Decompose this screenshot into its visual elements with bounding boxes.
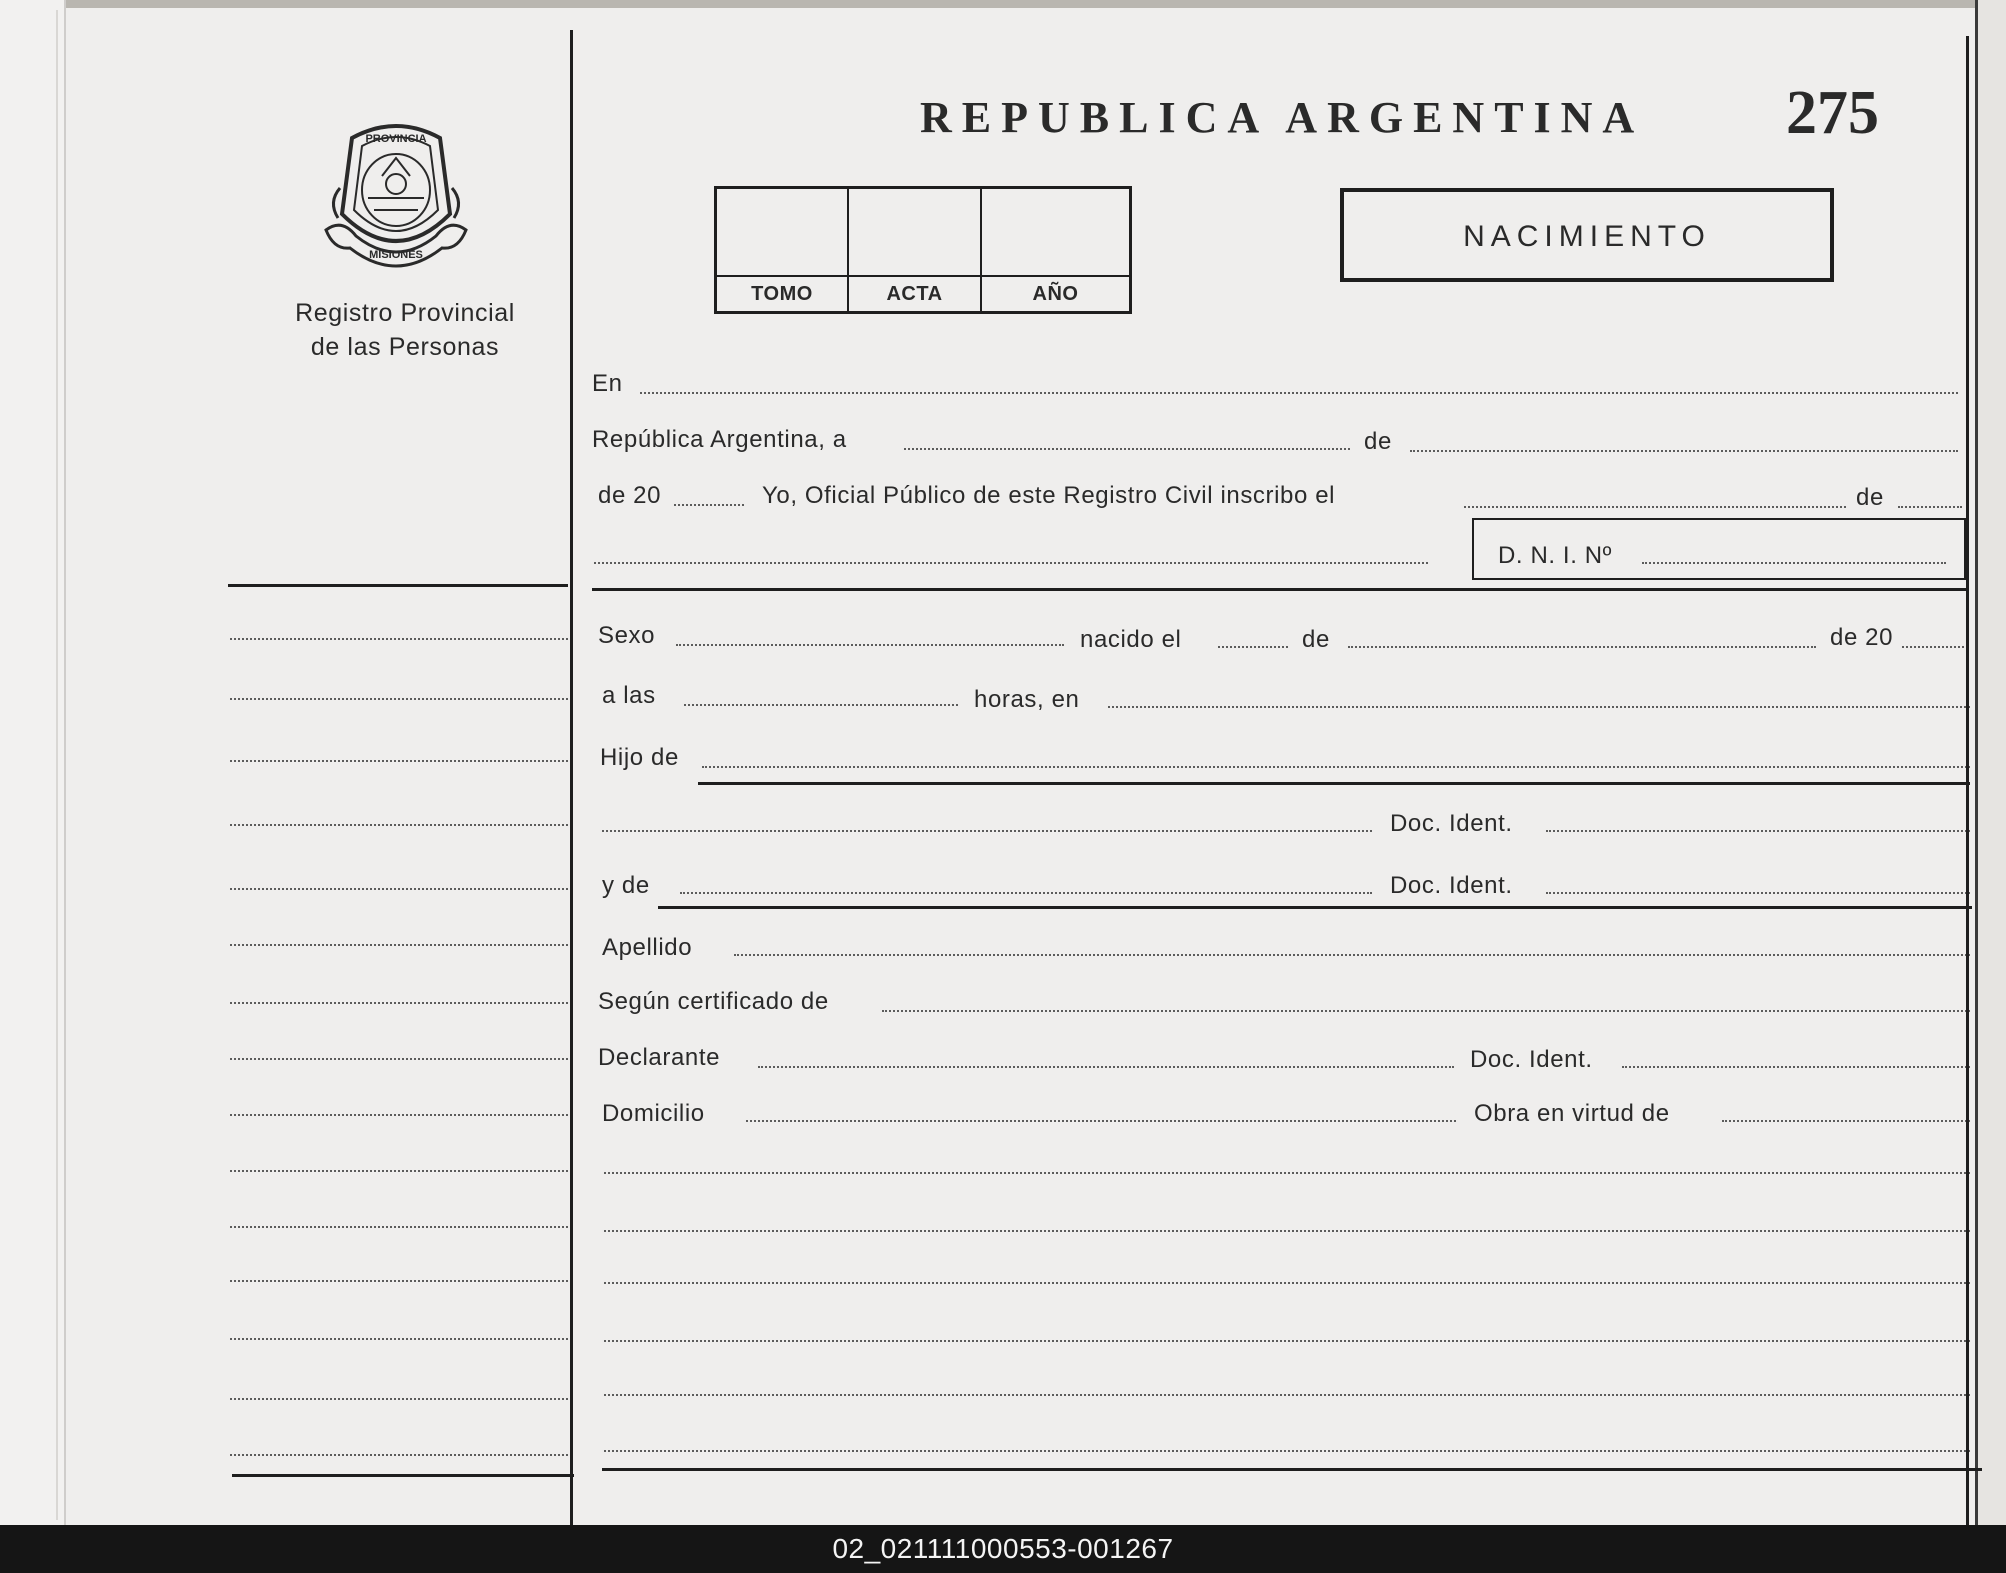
field-hora	[684, 704, 958, 706]
notes-line	[604, 1282, 1970, 1284]
certificate-type: NACIMIENTO	[1463, 220, 1711, 253]
scan-top-edge	[0, 0, 2006, 8]
field-apellido	[734, 954, 1970, 956]
field-inscripcion	[1464, 506, 1846, 508]
label-a-las: a las	[602, 682, 656, 709]
field-en	[640, 392, 1958, 394]
stub-line	[230, 698, 568, 700]
stub-line	[230, 1454, 568, 1456]
field-doc-madre	[1546, 892, 1970, 894]
field-certificado	[882, 1010, 1970, 1012]
binding-fold	[56, 10, 58, 1520]
certificate-type-box	[1340, 188, 1834, 282]
section-rule-1	[592, 588, 1966, 591]
register-row-divider	[717, 275, 1129, 277]
stub-divider	[570, 30, 573, 1525]
dni-box	[1472, 518, 1966, 580]
stub-line	[230, 1058, 568, 1060]
form-right-border	[1966, 36, 1969, 1525]
form-bottom-rule	[602, 1468, 1982, 1471]
label-de-20: de 20	[598, 482, 662, 509]
label-doc-ident-3: Doc. Ident.	[1470, 1046, 1593, 1073]
field-nacido-anio	[1902, 646, 1968, 648]
label-segun-certificado: Según certificado de	[598, 988, 829, 1015]
register-box	[714, 186, 1132, 314]
field-dni	[1642, 562, 1946, 564]
stub-line	[230, 1170, 568, 1172]
svg-text:MISIONES: MISIONES	[369, 249, 423, 261]
padre-rule	[698, 782, 1970, 785]
stub-line	[230, 888, 568, 890]
svg-text:PROVINCIA: PROVINCIA	[365, 133, 427, 145]
label-domicilio: Domicilio	[602, 1100, 705, 1127]
notes-line	[604, 1172, 1970, 1174]
label-y-de: y de	[602, 872, 650, 899]
field-sexo	[676, 644, 1064, 646]
field-declarante	[758, 1066, 1454, 1068]
stub-line	[230, 1002, 568, 1004]
registry-line-1: Registro Provincial	[295, 299, 515, 327]
field-doc-padre	[1546, 830, 1970, 832]
stub-line	[230, 1338, 568, 1340]
scan-id: 02_021111000553-001267	[832, 1533, 1174, 1564]
stub-bottom-rule	[232, 1474, 574, 1477]
stub-line	[230, 944, 568, 946]
anio-label: AÑO	[1032, 283, 1079, 305]
label-sexo: Sexo	[598, 622, 656, 649]
form-number: 275	[1786, 79, 1879, 147]
stub-line	[230, 1226, 568, 1228]
label-apellido: Apellido	[602, 934, 693, 961]
stub-line	[230, 824, 568, 826]
label-obra-en-virtud: Obra en virtud de	[1474, 1100, 1670, 1127]
field-de-2	[1898, 506, 1962, 508]
label-hijo-de: Hijo de	[600, 744, 679, 771]
binding-page-edge	[0, 0, 66, 1525]
label-dni: D. N. I. Nº	[1498, 542, 1613, 569]
label-de-20-b: de 20	[1830, 624, 1894, 651]
field-lugar	[1108, 706, 1970, 708]
notes-line	[604, 1394, 1970, 1396]
notes-line	[604, 1230, 1970, 1232]
field-padre-cont	[602, 830, 1372, 832]
field-nombre	[594, 562, 1428, 564]
tomo-label: TOMO	[751, 283, 813, 305]
label-en: En	[592, 370, 623, 397]
label-de-2: de	[1856, 484, 1884, 511]
label-yo-oficial: Yo, Oficial Público de este Registro Civil inscribo el	[762, 482, 1336, 509]
stub-line	[230, 1398, 568, 1400]
stub-top-rule	[228, 584, 568, 587]
label-de-3: de	[1302, 626, 1330, 653]
label-nacido-el: nacido el	[1080, 626, 1182, 653]
label-doc-ident-1: Doc. Ident.	[1390, 810, 1513, 837]
field-nacido-dia	[1218, 646, 1288, 648]
notes-line	[604, 1340, 1970, 1342]
registry-line-2: de las Personas	[310, 333, 500, 361]
stub-line	[230, 638, 568, 640]
label-declarante: Declarante	[598, 1044, 721, 1071]
document-title: REPUBLICA ARGENTINA	[920, 93, 1645, 142]
field-domicilio	[746, 1120, 1456, 1122]
field-mes	[1410, 450, 1958, 452]
madre-rule	[658, 906, 1972, 909]
page-right-edge	[1975, 0, 2006, 1525]
field-doc-declarante	[1622, 1066, 1970, 1068]
stub-line	[230, 760, 568, 762]
label-doc-ident-2: Doc. Ident.	[1390, 872, 1513, 899]
label-de-1: de	[1364, 428, 1392, 455]
stub-line	[230, 1114, 568, 1116]
stub-line	[230, 1280, 568, 1282]
acta-label: ACTA	[886, 283, 943, 305]
label-republica-a: República Argentina, a	[592, 426, 847, 453]
scan-footer	[0, 1525, 2006, 1573]
registry-name	[240, 296, 570, 364]
notes-line	[604, 1450, 1970, 1452]
label-horas-en: horas, en	[974, 686, 1080, 713]
field-nacido-mes	[1348, 646, 1816, 648]
field-padre	[702, 766, 1970, 768]
provincial-seal-icon	[322, 118, 470, 276]
field-obra-en-virtud	[1722, 1120, 1970, 1122]
field-anio	[674, 504, 744, 506]
field-madre	[680, 892, 1372, 894]
field-dia	[904, 448, 1350, 450]
